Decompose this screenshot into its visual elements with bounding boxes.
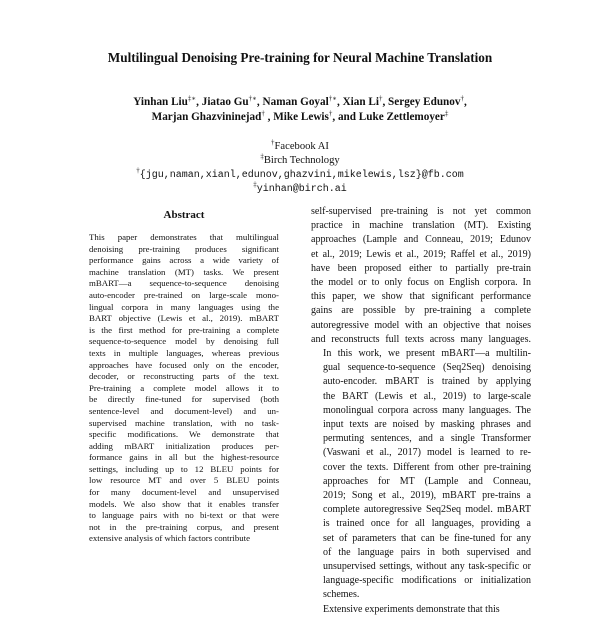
abstract-heading: Abstract: [163, 209, 205, 221]
text-line: 2019; Song et al., 2019), mBART pre-trains a: [323, 490, 531, 502]
text-line: the model or to only focus on English corpora. In: [311, 277, 531, 289]
affiliations: [0, 140, 600, 197]
text-line: texts in multiple languages, whereas previous: [89, 347, 279, 358]
text-line: self-supervised pre-training is not yet common: [311, 206, 531, 217]
text-line: performance gains across a wide variety of: [89, 255, 279, 266]
text-line: approaches for MT (Lample and Conneau,: [323, 475, 531, 487]
text-line: not in the pre-training corpus, and present: [89, 521, 279, 532]
affil-mark: †: [271, 138, 275, 147]
author-line-1: Yinhan Liu‡∗, Jiatao Gu†∗, Naman Goyal†∗, Xian Li†, Sergey Edunov†,: [133, 94, 467, 108]
affiliation-facebook: [0, 140, 600, 154]
text-line: (Vaswani et al., 2017) model is learned to re-: [323, 447, 531, 459]
text-line: formance gains in all but the highest-resource: [89, 452, 279, 463]
author-list: [0, 95, 600, 125]
text-line: Pre-training a complete model allows it to: [89, 382, 279, 393]
text-line: gains are possible by pre-training a complete: [311, 305, 531, 317]
text-line: Extensive experiments demonstrate that this: [323, 603, 500, 615]
author-name: Mike Lewis: [273, 111, 329, 123]
text-line: sentence-level and document-level) and un-: [89, 405, 279, 416]
affil-text: Birch Technology: [263, 154, 340, 166]
text-line: decoder, or reconstructing parts of the text.: [89, 371, 279, 382]
text-line: extensive analysis of which factors contribute: [89, 533, 250, 544]
author-name: Xian Li: [342, 96, 379, 108]
intro-body: [311, 205, 531, 617]
text-line: input texts are noised by masking phrases and: [323, 419, 531, 431]
affil-text: Facebook AI: [274, 141, 329, 152]
intro-paragraph-1: [311, 205, 531, 347]
affiliation-birch: [0, 154, 600, 168]
abstract-body: [89, 232, 279, 545]
text-line: low resource MT and over 5 BLEU points: [89, 475, 279, 486]
text-line: machine translation (MT) tasks. We present: [89, 266, 279, 277]
text-line: be directly fine-tuned for supervised (both: [89, 394, 279, 405]
text-line: In this work, we present mBART—a multilin-: [323, 348, 531, 360]
author-name: Marjan Ghazvininejad: [151, 111, 262, 123]
text-line: mBART—a sequence-to-sequence denoising: [89, 278, 279, 289]
author-name: Sergey Edunov: [388, 96, 461, 108]
text-line: auto-encoder. mBART is trained by applying: [323, 376, 531, 388]
text-line: sequence-to-sequence model by denoising full: [89, 336, 279, 347]
text-line: gual sequence-to-sequence (Seq2Seq) denoising: [323, 362, 531, 374]
author-mark: †: [460, 94, 464, 103]
email-text: {jgu,naman,xianl,edunov,ghazvini,mikelewis,lsz}@fb.com: [139, 169, 464, 181]
text-line: unsupervised settings, without any task-specific or: [323, 561, 531, 573]
email-fb: [0, 168, 600, 183]
text-line: adding mBART initialization produces per-: [89, 440, 279, 451]
author-name: Naman Goyal: [262, 96, 329, 108]
email-text: yinhan@birch.ai: [256, 184, 347, 196]
text-line: for many document-level and unsupervised: [89, 487, 279, 498]
author-name: Yinhan Liu: [133, 96, 188, 108]
text-line: cover the texts. Different from other pre-training: [323, 461, 531, 473]
text-line: set of parameters that can be fine-tuned for any: [323, 532, 531, 544]
text-line: have been proposed either to partially pre-train: [311, 262, 531, 274]
intro-paragraph-3: [311, 603, 531, 617]
text-line: This paper demonstrates that multilingual: [89, 232, 279, 242]
text-line: autoregressive model with an objective that noises: [311, 319, 531, 331]
text-line: supervised machine translation, with no task-: [89, 417, 279, 428]
author-mark: †: [328, 109, 333, 118]
text-line: permuting sentences, and a single Transformer: [323, 433, 531, 445]
text-line: is trained once for all languages, providing a: [323, 518, 531, 530]
text-line: and reconstructs full texts across many languages.: [311, 333, 531, 345]
author-name: and Luke Zettlemoyer: [337, 111, 445, 123]
text-line: this paper, we show that significant performance: [311, 291, 531, 303]
affil-mark: ‡: [253, 180, 257, 189]
text-line: lingual corpora in many languages using the: [89, 301, 279, 312]
text-line: specific modifications. We demonstrate that: [89, 429, 279, 440]
text-line: BART objective (Lewis et al., 2019). mBART: [89, 313, 279, 324]
text-line: of the language pairs in both supervised and: [323, 546, 531, 558]
text-line: language-specific modifications or initialization: [323, 575, 531, 587]
text-line: denoising pre-training produces significant: [89, 243, 279, 254]
text-line: the BART (Lewis et al., 2019) to large-scale: [323, 390, 531, 402]
text-line: to language pairs with no bi-text or that were: [89, 510, 279, 521]
paper-title: Multilingual Denoising Pre-training for Neural Machine Translation: [107, 50, 493, 65]
text-line: approaches (Lample and Conneau, 2019; Edunov: [311, 234, 531, 246]
author-mark: †∗: [328, 94, 337, 103]
email-birch: [0, 182, 600, 197]
text-line: models. We also show that it enables transfer: [89, 498, 279, 509]
affil-mark: †: [136, 166, 140, 175]
author-line-2: Marjan Ghazvininejad† , Mike Lewis†, and Luke Zettlemoyer‡: [151, 109, 449, 123]
text-line: et al., 2019; Lewis et al., 2019; Raffel et al., 2019): [311, 248, 531, 260]
intro-paragraph-2: [311, 347, 531, 603]
text-line: schemes.: [323, 589, 360, 601]
text-line: is the first method for pre-training a complete: [89, 324, 279, 335]
author-mark: †: [378, 94, 383, 103]
author-mark: †∗: [248, 94, 257, 103]
text-line: auto-encoder pre-trained on large-scale mono-: [89, 289, 279, 300]
author-mark: †: [261, 109, 265, 118]
author-mark: ‡: [444, 109, 449, 118]
author-name: Jiatao Gu: [201, 96, 249, 108]
affil-mark: ‡: [260, 152, 264, 161]
text-line: monolingual corpora across many languages. The: [323, 404, 531, 416]
text-line: settings, including up to 12 BLEU points for: [89, 463, 279, 474]
text-line: approaches have focused only on the encoder,: [89, 359, 279, 370]
text-line: practice in machine translation (MT). Existing: [311, 220, 531, 232]
text-line: complete autoregressive Seq2Seq model. mBART: [323, 504, 531, 516]
author-mark: ‡∗: [187, 94, 197, 103]
